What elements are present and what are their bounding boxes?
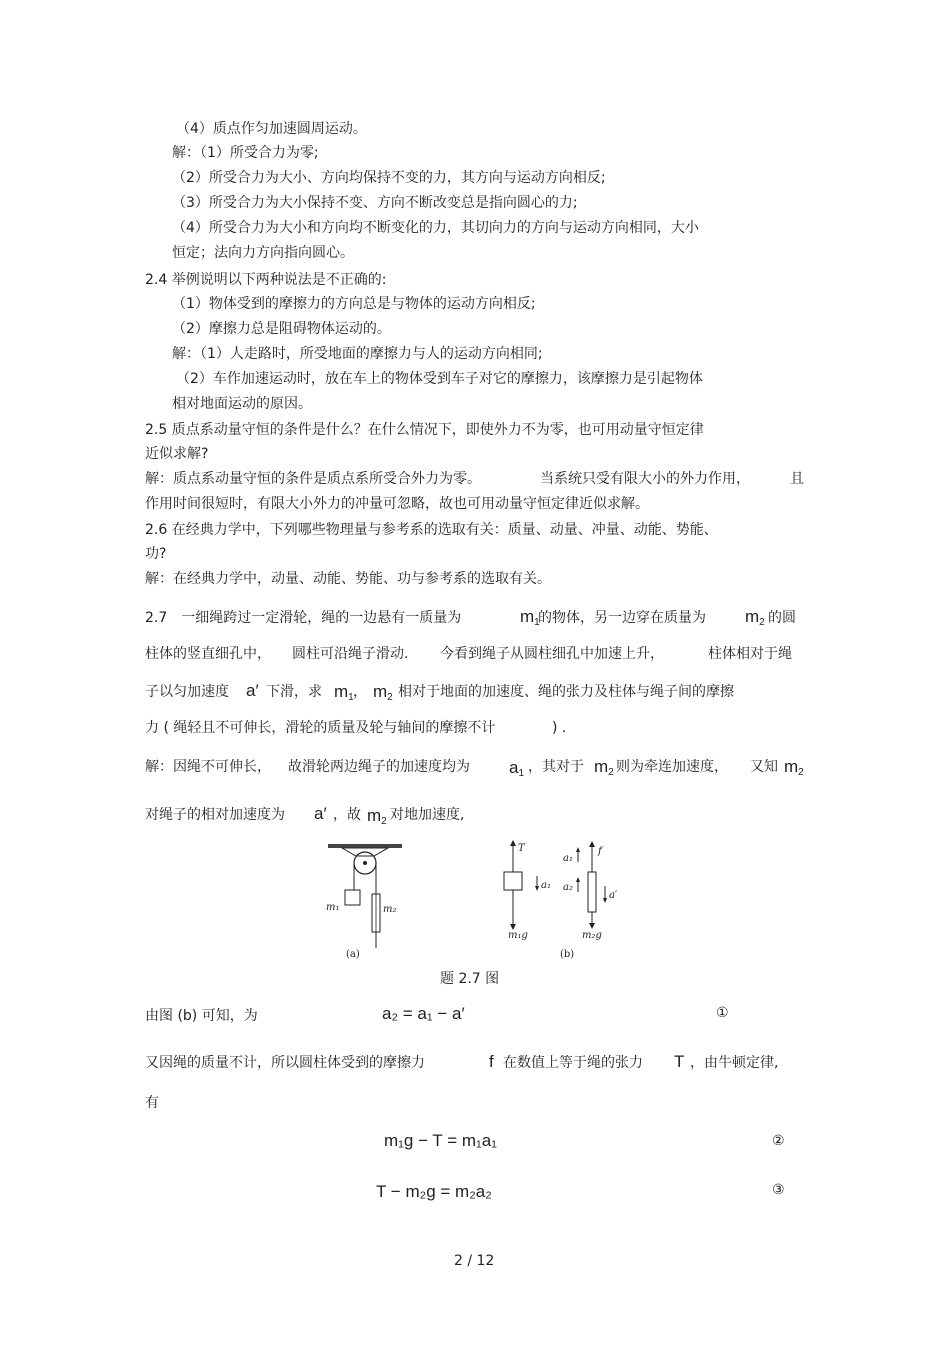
label-m2g: m₂g xyxy=(582,930,602,941)
label-a1-down: a₁ xyxy=(541,880,551,891)
text-line: 对绳子的相对加速度为 xyxy=(145,807,285,823)
text-line: 故滑轮两边绳子的加速度均为 xyxy=(288,759,470,775)
mass-m1 xyxy=(345,890,360,905)
text-line: 又因绳的质量不计，所以圆柱体受到的摩擦力 xyxy=(145,1055,425,1071)
text-line: 子以匀加速度 xyxy=(145,684,229,700)
text-line: 当系统只受有限大小的外力作用， xyxy=(540,471,750,487)
text-line: 圆柱可沿绳子滑动. xyxy=(292,646,409,662)
label-b: (b) xyxy=(560,949,575,960)
label-f: f xyxy=(598,846,602,857)
text-line: 柱体相对于绳 xyxy=(708,646,792,662)
symbol-f: f xyxy=(489,1052,494,1071)
text-line: 相对地面运动的原因。 xyxy=(172,396,312,412)
symbol-m1: $m_1$ xyxy=(520,607,540,628)
figure-caption: 题 2.7 图 xyxy=(440,971,500,987)
label-a-prime: a′ xyxy=(609,890,618,901)
equation-3: T − m₂g = m₂a₂ xyxy=(376,1182,492,1201)
symbol-m1: $m_1$ xyxy=(334,682,354,703)
symbol-m2: $m_2$ xyxy=(745,607,765,628)
text-line: 有 xyxy=(145,1095,159,1111)
equation-number: ① xyxy=(716,1005,729,1021)
question-heading: 2.6 在经典力学中，下列哪些物理量与参考系的选取有关：质量、动量、冲量、动能、势能、 xyxy=(145,522,718,538)
text-line: 解：在经典力学中，动量、动能、势能、功与参考系的选取有关。 xyxy=(145,571,551,587)
text-line: 解：（1）人走路时，所受地面的摩擦力与人的运动方向相同; xyxy=(172,346,543,362)
text-line: ) . xyxy=(552,720,567,736)
symbol-m2: $m_2$ xyxy=(594,757,614,778)
label-m1g: m₁g xyxy=(508,930,528,941)
label-m1: m₁ xyxy=(326,902,340,913)
text-line: （2）所受合力为大小、方向均保持不变的力，其方向与运动方向相反; xyxy=(172,170,606,186)
symbol-a1: $a_1$ xyxy=(509,758,525,779)
text-line: 力 ( 绳轻且不可伸长，滑轮的质量及轮与轴间的摩擦不计 xyxy=(145,720,496,736)
label-a1-up: a₁ xyxy=(563,853,573,864)
label-T: T xyxy=(518,843,525,854)
symbol-a-prime: a′ xyxy=(314,804,327,823)
fbd-m2-cylinder xyxy=(588,872,596,912)
label-a2: a₂ xyxy=(563,882,573,893)
text-line: 作用时间很短时，有限大小外力的冲量可忽略，故也可用动量守恒定律近似求解。 xyxy=(145,496,649,512)
text-line: 恒定；法向力方向指向圆心。 xyxy=(172,245,354,261)
figure-a xyxy=(326,844,402,960)
text-line: 在数值上等于绳的张力 xyxy=(503,1055,643,1071)
text-line: 由图 (b) 可知，为 xyxy=(145,1008,258,1024)
text-line: 柱体的竖直细孔中， xyxy=(145,646,271,662)
text-line: 今看到绳子从圆柱细孔中加速上升， xyxy=(440,646,664,662)
text-line: （2）车作加速运动时，放在车上的物体受到车子对它的摩擦力，该摩擦力是引起物体 xyxy=(176,371,703,387)
text-line: （3）所受合力为大小保持不变、方向不断改变总是指向圆心的力; xyxy=(172,195,578,211)
text-line: 解：质点系动量守恒的条件是质点系所受合外力为零。 xyxy=(145,471,481,487)
text-line: ，故 xyxy=(333,807,361,823)
ceiling xyxy=(328,844,402,848)
text-line: （2）摩擦力总是阻碍物体运动的。 xyxy=(172,321,391,337)
fbd-m1-box xyxy=(504,872,522,890)
symbol-m2: $m_2$ xyxy=(367,806,387,827)
text-line: ， xyxy=(353,684,367,700)
symbol-T: T xyxy=(674,1052,685,1071)
text-line: 功? xyxy=(145,546,167,562)
text-line: ，由牛顿定律, xyxy=(690,1055,779,1071)
question-heading: 2.4 举例说明以下两种说法是不正确的: xyxy=(145,272,387,288)
text-line: ，其对于 xyxy=(528,759,584,775)
figure-b xyxy=(504,840,618,960)
text-line: 又知 xyxy=(750,759,778,775)
text-line: 相对于地面的加速度、绳的张力及柱体与绳子间的摩擦 xyxy=(398,684,734,700)
question-heading: 2.5 质点系动量守恒的条件是什么？在什么情况下，即使外力不为零，也可用动量守恒定律 xyxy=(145,422,704,438)
text-line: 解：因绳不可伸长， xyxy=(145,759,271,775)
text-line: 的物体，另一边穿在质量为 xyxy=(538,610,706,626)
text-line: 解：（1）所受合力为零; xyxy=(172,145,319,161)
text-line: 则为牵连加速度， xyxy=(616,759,728,775)
text-line: （4）质点作匀加速圆周运动。 xyxy=(176,121,367,137)
question-heading: 2.7 一细绳跨过一定滑轮，绳的一边悬有一质量为 xyxy=(145,610,462,626)
equation-number: ② xyxy=(772,1133,785,1149)
symbol-m2: $m_2$ xyxy=(784,757,804,778)
text-line: 的圆 xyxy=(768,610,796,626)
label-a: (a) xyxy=(346,949,360,960)
text-line: （4）所受合力为大小和方向均不断变化的力，其切向力的方向与运动方向相同，大小 xyxy=(172,220,699,236)
equation-1: a₂ = a₁ − a′ xyxy=(382,1004,465,1023)
pulley-axle xyxy=(363,861,367,865)
label-m2: m₂ xyxy=(383,904,397,915)
pulley-figure xyxy=(320,838,640,966)
text-line: （1）物体受到的摩擦力的方向总是与物体的运动方向相反; xyxy=(172,296,536,312)
text-line: 对地加速度, xyxy=(390,807,465,823)
symbol-m2: $m_2$ xyxy=(373,682,393,703)
equation-2: m₁g − T = m₁a₁ xyxy=(384,1131,497,1150)
text-line: 且 xyxy=(790,471,804,487)
symbol-a-prime: a′ xyxy=(246,681,259,700)
page-number: 2 / 12 xyxy=(454,1253,495,1269)
equation-number: ③ xyxy=(772,1182,785,1198)
text-line: 下滑，求 xyxy=(266,684,322,700)
text-line: 近似求解? xyxy=(145,446,209,462)
